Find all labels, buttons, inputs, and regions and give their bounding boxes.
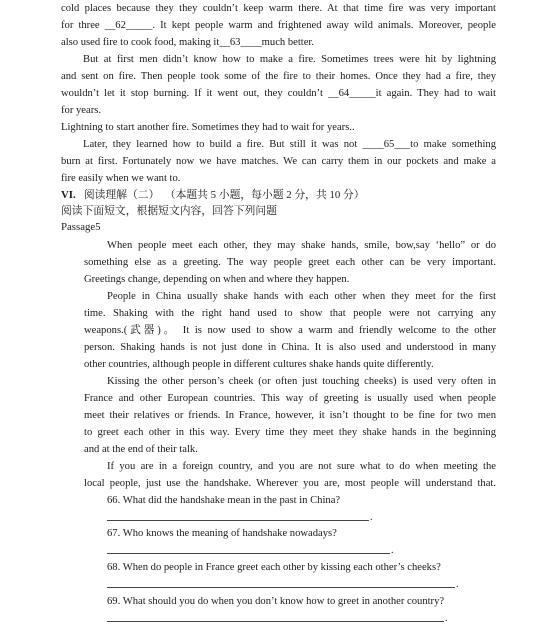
section-number: VI. bbox=[61, 189, 76, 201]
answer-period-67: . bbox=[391, 545, 394, 556]
passage5-line-6: weapons.(武器)。 It is now used to show a warm and friendly welcome to the other bbox=[84, 325, 496, 336]
passage5-line-5: time. Shaking with the right hand used to show that people were not carrying any bbox=[84, 308, 496, 319]
passage5-line-8: other countries, although people in different cultures shake hands quite differently. bbox=[84, 359, 434, 370]
passage4-line-11: fire easily when we want to. bbox=[61, 173, 181, 184]
passage4-line-1: cold places because they they couldn’t keep warm there. At that time fire was very important bbox=[61, 3, 496, 14]
passage5-line-13: and at the end of their talk. bbox=[84, 444, 198, 455]
section-title: 阅读理解（二） bbox=[83, 189, 160, 201]
passage4-line-2: for three __62_____. It kept people warm and frightened away wild animals. Moreover, people bbox=[61, 20, 496, 31]
section-heading bbox=[61, 189, 365, 202]
passage5-line-15: local people, just use the handshake. Wherever you are, most people will understand that. bbox=[84, 478, 496, 489]
passage4-line-9: Later, they learned how to build a fire. But still it was not ____65___to make something bbox=[83, 139, 496, 150]
answer-line-68[interactable] bbox=[107, 587, 455, 588]
passage5-line-3: Greetings change, depending on when and where they happen. bbox=[84, 274, 350, 285]
section-sub-instruction: 阅读下面短文，根据短文内容，回答下列问题 bbox=[61, 205, 277, 217]
passage5-line-4: People in China usually shake hands with each other when they meet for the first bbox=[107, 291, 496, 302]
passage4-line-10: burn at first. Fortunately now we have matches. We can carry them in our pockets and make a bbox=[61, 156, 496, 167]
passage-label: Passage5 bbox=[61, 221, 101, 233]
passage4-line-4: But at first men didn’t know how to make a fire. Sometimes trees were hit by lightning bbox=[83, 54, 496, 65]
passage4-line-7: for years. bbox=[61, 105, 102, 116]
question-68: 68. When do people in France greet each other by kissing each other’s cheeks? bbox=[107, 562, 441, 573]
answer-line-69[interactable] bbox=[107, 621, 444, 622]
passage4-line-3: also used fire to cook food, making it__63____much better. bbox=[61, 37, 315, 48]
passage5-line-12: to greet each other in this way. Every time they meet they shake hands in the beginning bbox=[84, 427, 496, 438]
passage5-line-14: If you are in a foreign country, and you are not sure what to do when meeting the bbox=[107, 461, 496, 472]
section-instruction: （本题共 5 小题，每小题 2 分，共 10 分） bbox=[164, 189, 365, 201]
passage5-line-9: Kissing the other person’s cheek (or often just touching cheeks) is used very often in bbox=[107, 376, 496, 387]
passage4-line-5: and sent on fire. Then people took some of the fire to their homes. Once they had a fire, they bbox=[61, 71, 496, 82]
answer-period-68: . bbox=[456, 579, 459, 590]
answer-line-66[interactable] bbox=[107, 520, 369, 521]
passage5-line-2: something else as a greeting. The way people greet each other can be very important. bbox=[84, 257, 496, 268]
passage5-line-1: When people meet each other, they may shake hands, smile, bow,say ‘hello” or do bbox=[107, 240, 496, 251]
question-66: 66. What did the handshake mean in the past in China? bbox=[107, 495, 341, 506]
answer-period-69: . bbox=[445, 613, 448, 624]
passage4-line-8: Lightning to start another fire. Sometimes they had to wait for years.. bbox=[61, 122, 355, 133]
question-69: 69. What should you do when you don’t know how to greet in another country? bbox=[107, 596, 445, 607]
passage5-line-7: person. Shaking hands is not just done in China. It is also used and understood in many bbox=[84, 342, 496, 353]
passage4-line-6: wouldn’t let it stop burning. If it went out, they couldn’t __64_____it again. They had to wait bbox=[61, 88, 496, 99]
passage5-line-11: meet their relatives or friends. In France, however, it isn’t thought to be fine for two men bbox=[84, 410, 496, 421]
answer-line-67[interactable] bbox=[107, 553, 390, 554]
answer-period-66: . bbox=[370, 512, 373, 523]
passage5-line-10: France and other European countries. This way of greeting is usually used when people bbox=[84, 393, 496, 404]
question-67: 67. Who knows the meaning of handshake nowadays? bbox=[107, 528, 337, 539]
